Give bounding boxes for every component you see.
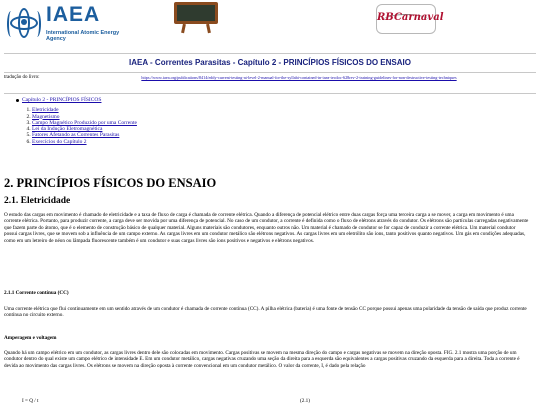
rbcarnaval-logo[interactable] <box>376 4 444 34</box>
toc-link-lei-inducao[interactable]: Lei da Indução Eletromagnética <box>32 126 103 133</box>
toc-link-exercicios[interactable]: Exercícios do Capítulo 2 <box>32 138 87 145</box>
toc-item <box>32 139 137 145</box>
source-divider <box>4 93 536 94</box>
toc-chapter <box>16 97 137 103</box>
toc-link-magnetismo[interactable]: Magnetismo <box>32 113 60 120</box>
translation-source <box>4 74 536 94</box>
title-divider <box>4 72 536 73</box>
heading-corrente-continua: 2.1.1 Corrente contínua (CC) <box>4 290 69 296</box>
rbcarnaval-logo-text: RBCarnaval <box>377 12 444 23</box>
paragraph-eletricidade: O estudo das cargas em movimento é chamado de eletricidade e a taxa de fluxo de carga é chamada de corrente elétrica. Quando a diferença de potencial elétrico entre duas cargas força uma terceira carga a se mover, a carga em movimento é uma corrente elétrica. Portanto, para produzir corrente, a carga deve ser movida por uma diferença de potencial. No caso de um condutor, a corrente é definida como o fluxo de elétrons através do condutor. Os elétrons são partículas carregadas negativamente que fazem parte do átomo, que é o elemento de construção básico de qualquer material. Alguns materiais são condutores, enquanto outros não. Um material é chamado de condutor se for capaz de conduzir a corrente elétrica. Um material condutor possui cargas livres, que se movem sob a influência de um campo externo. As cargas livres em um condutor metálico são elétrons negativos. As cargas livres em um eletrólito são íons, tanto positivos quanto negativos. Um gás em condições adequadas, como em um letreiro de néon ou lâmpada fluorescente também é um condutor e suas cargas livres são íons positivos e negativos e elétrons negativos. <box>4 212 529 244</box>
toc-section-list <box>16 107 137 145</box>
chalkboard-icon[interactable] <box>172 2 220 32</box>
translation-source-link[interactable]: https://www.iaea.org/publications/8414/eddy-current-testing-at-level-2-manual-for-the-syllabi-contained-in-iaea-tecdoc-628rev-2-training-guidelines-for-non-destructive-testing-techniques <box>141 75 457 80</box>
iaea-logo[interactable] <box>6 3 128 45</box>
iaea-emblem-icon <box>6 5 42 39</box>
toc-link-eletricidade[interactable]: Eletricidade <box>32 107 59 114</box>
page-header <box>0 0 540 50</box>
section-heading: 2. PRINCÍPIOS FÍSICOS DO ENSAIO <box>4 176 217 190</box>
heading-amperagem-voltagem: Amperagem e voltagem <box>4 335 57 341</box>
paragraph-amperagem: Quando há um campo elétrico em um condutor, as cargas livres dentro dele são colocadas em movimento. Cargas positivas se movem na mesma direção do campo e cargas negativas se movem na direção oposta. FIG. 2.1 mostra uma porção de um condutor dentro do qual existe um campo elétrico de intensidade E. Em um condutor metálico, cargas negativas cruzando uma seção da direita para a esquerda são equivalentes a cargas positivas cruzando da esquerda para a direita. Toda a corrente é devida ao movimento das cargas livres. Os elétrons se movem na direção oposta à corrente convencional em um condutor metálico. O valor da corrente, I, é dado pela relação <box>4 350 520 369</box>
top-divider <box>4 53 536 54</box>
translation-label: tradução do livro: <box>4 75 40 80</box>
iaea-wordmark: IAEA <box>46 3 101 26</box>
toc-link-campo-magnetico[interactable]: Campo Magnético Produzido por uma Corrente <box>32 119 137 126</box>
toc-link-fatores[interactable]: Fatores Afetando as Correntes Parasitas <box>32 132 120 139</box>
formula: I = Q / t <box>22 398 39 404</box>
iaea-subtitle: International Atomic Energy Agency <box>46 30 120 42</box>
subsection-heading: 2.1. Eletricidade <box>4 196 71 206</box>
table-of-contents <box>16 97 137 145</box>
toc-chapter-link[interactable]: Capítulo 2 - PRINCÍPIOS FÍSICOS <box>22 97 102 103</box>
page-title: IAEA - Correntes Parasitas - Capítulo 2 - PRINCÍPIOS FÍSICOS DO ENSAIO <box>129 58 411 67</box>
formula-number: (2.1) <box>300 398 310 404</box>
bullet-icon <box>16 99 19 102</box>
paragraph-corrente-continua: Uma corrente elétrica que flui continuamente em um sentido através de um condutor é chamada de corrente contínua (CC). A pilha elétrica (bateria) é uma fonte de tensão CC porque possui apenas uma polaridade da tensão de saída que produz corrente contínua no circuito externo. <box>4 306 527 319</box>
